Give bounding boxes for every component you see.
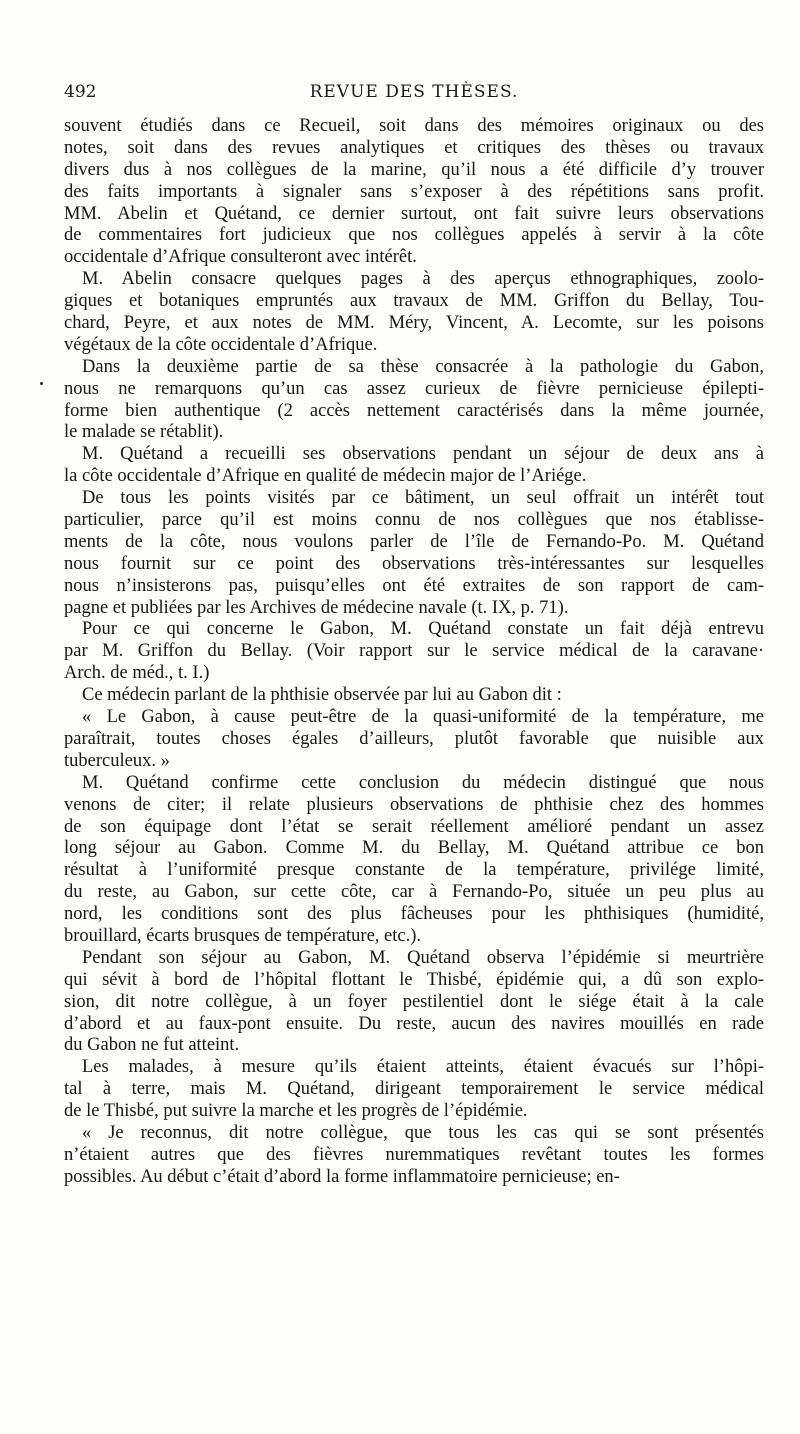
paragraph xyxy=(64,444,764,488)
text-line: végétaux de la côte occidentale d’Afrique. xyxy=(64,334,378,355)
text-line: souvent étudiés dans ce Recueil, soit dans des mémoires originaux ou des xyxy=(64,116,764,136)
text-line: Arch. de méd., t. I.) xyxy=(64,663,210,684)
text-line: venons de citer; il relate plusieurs observations de phthisie chez des hommes xyxy=(64,794,764,815)
paragraph xyxy=(64,773,764,948)
text-line: De tous les points visités par ce bâtiment, un seul offrait un intérêt tout xyxy=(82,488,764,509)
print-speck xyxy=(40,382,43,385)
text-line: nous n’insisterons pas, puisqu’elles ont été extraites de son rapport de cam- xyxy=(64,575,764,596)
text-line: divers dus à nos collègues de la marine, qu’il nous a été difficile d’y trouver xyxy=(64,159,764,180)
running-title: REVUE DES THÈSES. xyxy=(309,82,519,102)
paragraph xyxy=(64,685,764,707)
text-line: la côte occidentale d’Afrique en qualité de médecin major de l’Ariége. xyxy=(64,466,587,487)
paragraph xyxy=(64,1123,764,1189)
text-line: pagne et publiées par les Archives de médecine navale (t. IX, p. 71). xyxy=(64,597,569,618)
text-line: M. Abelin consacre quelques pages à des aperçus ethnographiques, zoolo- xyxy=(82,269,764,290)
text-line: tal à terre, mais M. Quétand, dirigeant temporairement le service médical xyxy=(64,1079,764,1100)
paragraph xyxy=(64,269,764,357)
paragraph xyxy=(64,619,764,685)
text-line: Ce médecin parlant de la phthisie observée par lui au Gabon dit : xyxy=(82,685,562,706)
page-number: 492 xyxy=(64,82,97,102)
text-line: notes, soit dans des revues analytiques et critiques des thèses ou travaux xyxy=(64,137,764,158)
text-line: qui sévit à bord de l’hôpital flottant le Thisbé, épidémie qui, a dû son explo- xyxy=(64,969,764,990)
paragraph xyxy=(64,1057,764,1123)
text-line: résultat à l’uniformité presque constante de la température, privilége limité, xyxy=(64,860,764,881)
text-line: de commentaires fort judicieux que nos collègues appelés à servir à la côte xyxy=(64,225,764,246)
paragraph xyxy=(64,488,764,619)
text-line: Pendant son séjour au Gabon, M. Quétand observa l’épidémie si meurtrière xyxy=(82,947,764,968)
text-line: brouillard, écarts brusques de température, etc.). xyxy=(64,925,422,946)
text-line: tuberculeux. » xyxy=(64,750,170,771)
text-line: ments de la côte, nous voulons parler de l’île de Fernando-Po. M. Quétand xyxy=(64,531,764,552)
paragraph xyxy=(64,707,764,773)
text-line: du reste, au Gabon, sur cette côte, car à Fernando-Po, située un peu plus au xyxy=(64,882,764,903)
text-line: sion, dit notre collègue, à un foyer pestilentiel dont le siége était à la cale xyxy=(64,991,764,1012)
text-line: particulier, parce qu’il est moins connu de nos collègues que nos établisse- xyxy=(64,510,764,531)
text-line: le malade se rétablit). xyxy=(64,422,224,443)
text-line: giques et botaniques empruntés aux travaux de MM. Griffon du Bellay, Tou- xyxy=(64,291,764,312)
paragraph xyxy=(64,948,764,1057)
text-line: long séjour au Gabon. Comme M. du Bellay, M. Quétand attribue ce bon xyxy=(64,838,764,859)
text-line: forme bien authentique (2 accès nettement caractérisés dans la même journée, xyxy=(64,400,764,421)
text-line: MM. Abelin et Quétand, ce dernier surtout, ont fait suivre leurs observations xyxy=(64,203,764,224)
text-line: chard, Peyre, et aux notes de MM. Méry, Vincent, A. Lecomte, sur les poisons xyxy=(64,313,764,334)
text-line: occidentale d’Afrique consulteront avec intérêt. xyxy=(64,247,417,268)
text-line: nord, les conditions sont des plus fâcheuses pour les phthisiques (humidité, xyxy=(64,904,764,925)
text-line: des faits importants à signaler sans s’exposer à des répétitions sans profit. xyxy=(64,181,764,202)
text-line: possibles. Au début c’était d’abord la forme inflammatoire pernicieuse; en- xyxy=(64,1166,620,1187)
text-line: n’étaient autres que des fièvres nuremmatiques revêtant toutes les formes xyxy=(64,1144,764,1165)
text-line: « Le Gabon, à cause peut-être de la quasi-uniformité de la température, me xyxy=(82,707,764,728)
text-line: de son équipage dont l’état se serait réellement amélioré pendant un assez xyxy=(64,816,764,837)
text-line: Les malades, à mesure qu’ils étaient atteints, étaient évacués sur l’hôpi- xyxy=(82,1057,764,1078)
text-line: nous ne remarquons qu’un cas assez curieux de fièvre pernicieuse épilepti- xyxy=(64,378,764,399)
text-line: Dans la deuxième partie de sa thèse consacrée à la pathologie du Gabon, xyxy=(82,356,764,377)
text-line: M. Quétand a recueilli ses observations pendant un séjour de deux ans à xyxy=(82,444,764,465)
text-line: nous fournit sur ce point des observations très-intéressantes sur lesquelles xyxy=(64,553,764,574)
text-line: d’abord et au faux-pont ensuite. Du reste, aucun des navires mouillés en rade xyxy=(64,1013,764,1034)
text-line: de le Thisbé, put suivre la marche et les progrès de l’épidémie. xyxy=(64,1101,528,1122)
paragraph xyxy=(64,116,764,269)
text-line: par M. Griffon du Bellay. (Voir rapport sur le service médical de la caravane· xyxy=(64,641,764,662)
text-line: paraîtrait, toutes choses égales d’ailleurs, plutôt favorable que nuisible aux xyxy=(64,728,764,749)
body-text xyxy=(64,116,764,1189)
running-header xyxy=(64,82,764,106)
text-line: Pour ce qui concerne le Gabon, M. Quétand constate un fait déjà entrevu xyxy=(82,619,764,640)
text-line: « Je reconnus, dit notre collègue, que tous les cas qui se sont présentés xyxy=(82,1122,764,1143)
text-line: du Gabon ne fut atteint. xyxy=(64,1035,240,1056)
paragraph xyxy=(64,357,764,445)
text-line: M. Quétand confirme cette conclusion du médecin distingué que nous xyxy=(82,772,764,793)
